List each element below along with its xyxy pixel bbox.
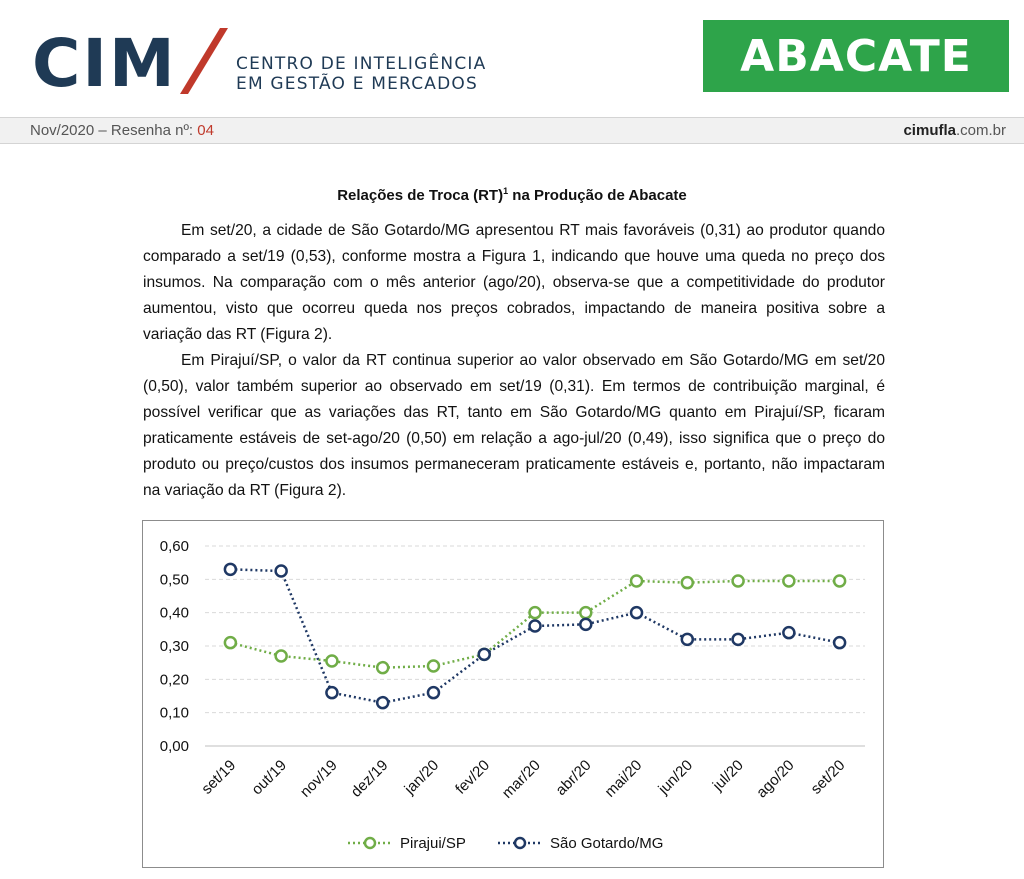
x-tick-label: dez/19 xyxy=(347,756,392,801)
x-tick-label: mar/20 xyxy=(498,756,544,802)
issue-prefix: Nov/2020 – Resenha nº: xyxy=(30,122,198,139)
data-point xyxy=(326,656,337,667)
issue-number: 04 xyxy=(197,122,214,139)
article-title xyxy=(0,186,1024,204)
data-point xyxy=(326,687,337,698)
data-point xyxy=(377,697,388,708)
data-point xyxy=(834,637,845,648)
rt-chart xyxy=(142,520,884,868)
org-name-line2: EM GESTÃO E MERCADOS xyxy=(236,74,478,94)
y-tick-label: 0,60 xyxy=(159,538,189,555)
x-tick-label: set/19 xyxy=(198,756,240,798)
series-line-1 xyxy=(230,569,839,702)
data-point xyxy=(530,607,541,618)
data-point xyxy=(733,576,744,587)
paragraph-1: Em set/20, a cidade de São Gotardo/MG apresentou RT mais favoráveis (0,31) ao produtor quando comparado a set/19 (0,53), conforme mostra a Figura 1, indicando que houve uma queda no preço dos insumos. Na comparação com o mês anterior (ago/20), observa-se que a competitividade do produtor aumentou, visto que ocorreu queda nos preços cobrados, impactando de maneira positiva sobre a variação das RT (Figura 2). xyxy=(143,222,885,343)
org-name-line1: CENTRO DE INTELIGÊNCIA xyxy=(236,54,487,74)
data-point xyxy=(530,621,541,632)
x-tick-label: set/20 xyxy=(807,756,849,798)
legend-swatch-marker xyxy=(365,838,375,848)
data-point xyxy=(225,637,236,648)
issue-info xyxy=(30,122,214,139)
x-tick-label: mai/20 xyxy=(601,756,646,801)
data-point xyxy=(783,576,794,587)
data-point xyxy=(377,662,388,673)
title-footnote-ref: 1 xyxy=(503,186,509,196)
logo-red-slash xyxy=(180,28,228,94)
data-point xyxy=(428,661,439,672)
x-tick-label: jan/20 xyxy=(401,756,443,798)
article-body xyxy=(143,218,885,504)
data-point xyxy=(428,687,439,698)
y-tick-label: 0,00 xyxy=(159,738,189,755)
y-tick-label: 0,10 xyxy=(159,704,189,722)
x-tick-label: abr/20 xyxy=(552,756,595,799)
title-rest: na Produção de Abacate xyxy=(508,187,687,204)
cim-logo xyxy=(30,24,230,96)
data-point xyxy=(225,564,236,575)
x-tick-label: nov/19 xyxy=(296,756,341,801)
logo-wordmark: CIM xyxy=(32,25,177,96)
y-tick-label: 0,40 xyxy=(159,604,189,622)
legend-label: Pirajui/SP xyxy=(400,835,466,852)
site-domain: .com.br xyxy=(955,122,1006,139)
issue-bar xyxy=(0,117,1024,144)
data-point xyxy=(580,619,591,630)
legend-swatch-marker xyxy=(515,838,525,848)
site-link[interactable] xyxy=(903,122,1006,139)
commodity-banner: ABACATE xyxy=(703,20,1009,92)
x-tick-label: jun/20 xyxy=(655,756,697,798)
x-tick-label: out/19 xyxy=(248,756,290,799)
org-name xyxy=(236,54,486,94)
data-point xyxy=(733,634,744,645)
chart-svg xyxy=(143,521,883,867)
data-point xyxy=(682,634,693,645)
data-point xyxy=(276,566,287,577)
data-point xyxy=(631,607,642,618)
data-point xyxy=(682,577,693,588)
x-tick-label: ago/20 xyxy=(753,756,798,802)
data-point xyxy=(783,627,794,638)
legend-label: São Gotardo/MG xyxy=(550,835,664,852)
x-tick-label: fev/20 xyxy=(452,756,494,798)
y-tick-label: 0,30 xyxy=(159,638,189,655)
data-point xyxy=(479,649,490,660)
title-main: Relações de Troca (RT) xyxy=(337,187,504,204)
data-point xyxy=(276,651,287,662)
paragraph-2: Em Pirajuí/SP, o valor da RT continua superior ao valor observado em São Gotardo/MG em set/20 (0,50), valor também superior ao observado em set/19 (0,31). Em termos de contribuição marginal, é possível verificar que as variações das RT, tanto em São Gotardo/MG quanto em Pirajuí/SP, ficaram praticamente estáveis de set-ago/20 (0,50) em relação a ago-jul/20 (0,49), isso significa que o preço do produto ou preço/custos dos insumos permaneceram praticamente estáveis e, portanto, não impactaram na variação da RT (Figura 2). xyxy=(143,352,885,499)
site-name: cimufla xyxy=(903,122,956,139)
x-tick-label: jul/20 xyxy=(709,756,747,795)
data-point xyxy=(834,576,845,587)
data-point xyxy=(631,576,642,587)
data-point xyxy=(580,607,591,618)
y-tick-label: 0,20 xyxy=(159,671,189,689)
y-tick-label: 0,50 xyxy=(159,571,189,589)
